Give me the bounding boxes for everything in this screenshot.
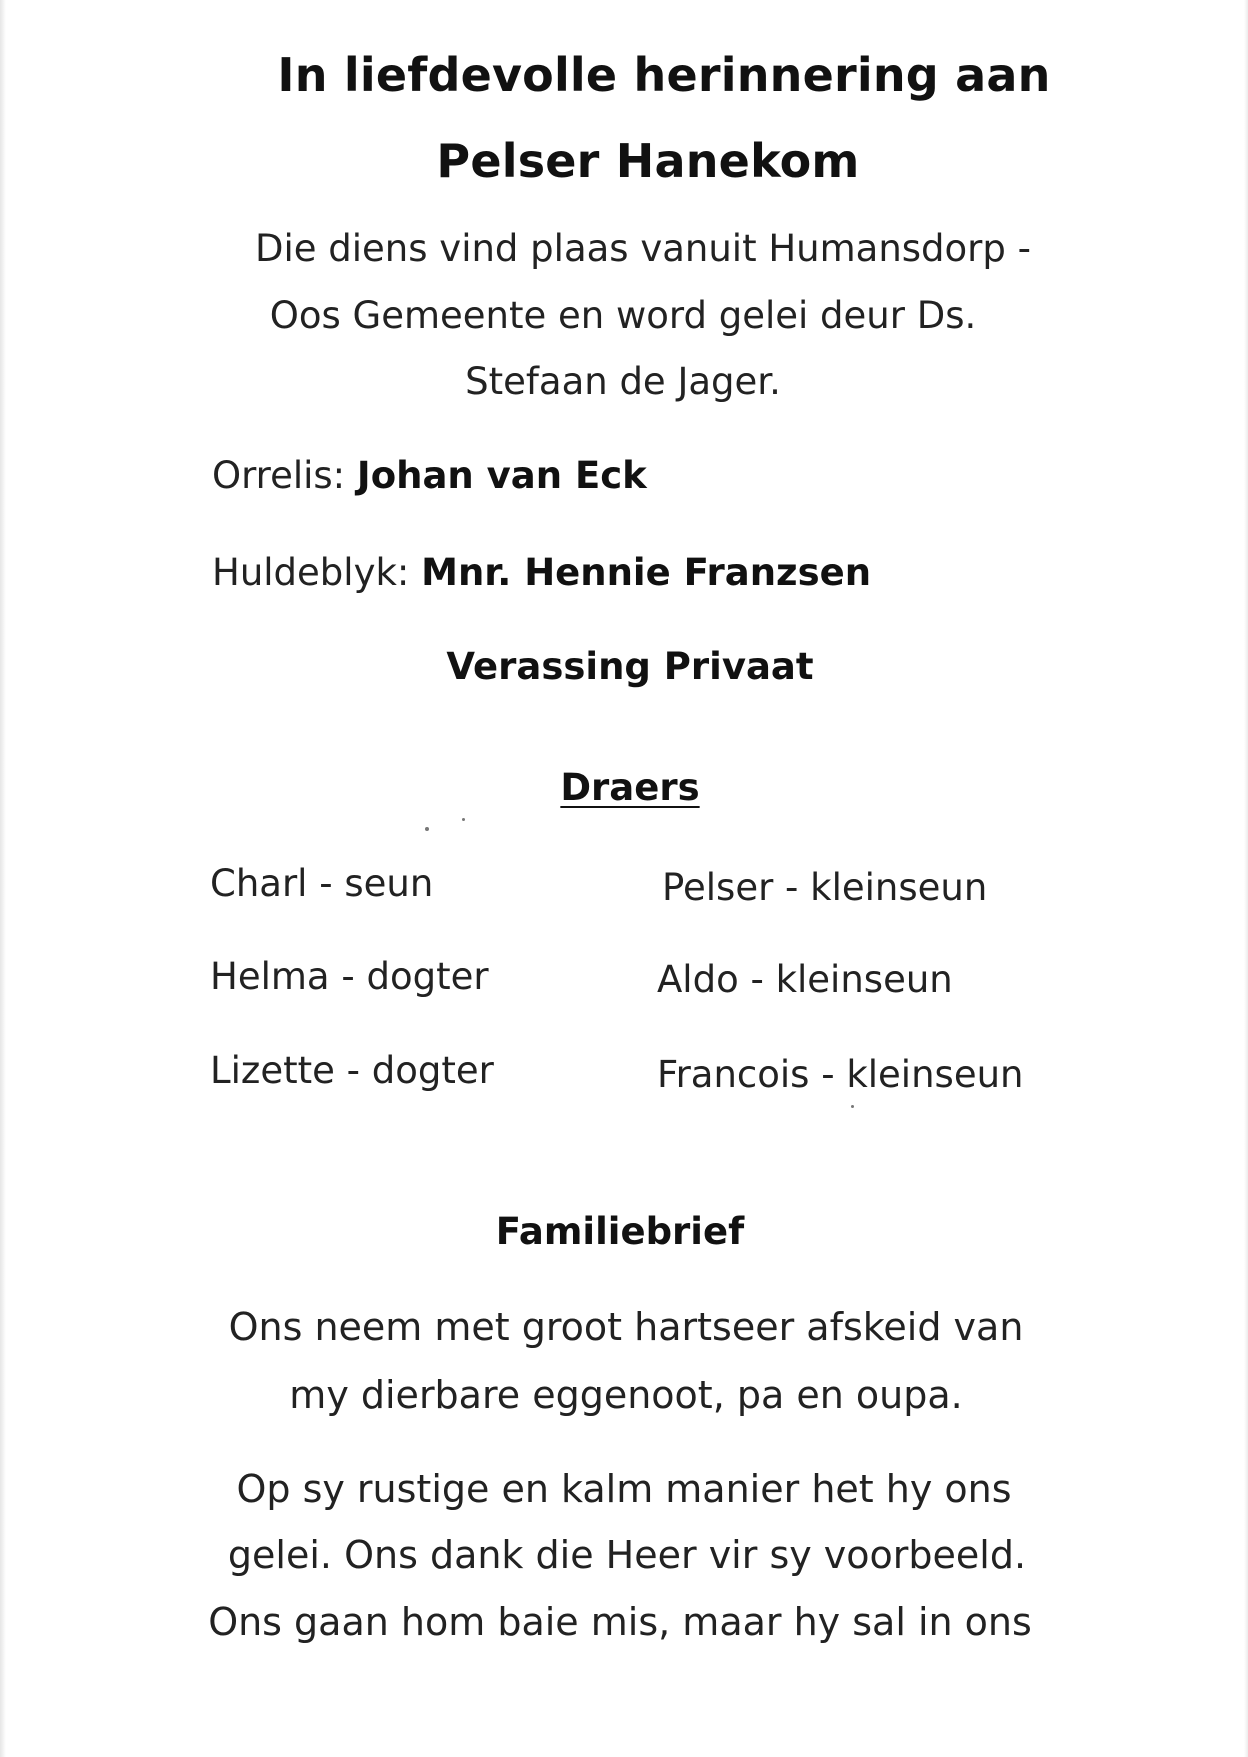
- cremation-heading: Verassing Privaat: [446, 645, 814, 688]
- tribute-name: Mnr. Hennie Franzsen: [421, 551, 872, 594]
- pallbearer-item: Lizette - dogter: [210, 1049, 494, 1092]
- family-letter-line: gelei. Ons dank die Heer vir sy voorbeeld.: [227, 1533, 1027, 1577]
- family-letter-line: my dierbare eggenoot, pa en oupa.: [289, 1373, 963, 1417]
- service-text-line-1: Die diens vind plaas vanuit Humansdorp -: [254, 227, 1031, 270]
- pallbearers-heading: [6, 766, 1248, 809]
- organist-name: Johan van Eck: [356, 454, 647, 497]
- pallbearers-heading-text: Draers: [560, 766, 700, 809]
- deceased-name: Pelser Hanekom: [436, 134, 860, 188]
- tribute-label: Huldeblyk:: [212, 551, 410, 594]
- pallbearer-item: Pelser - kleinseun: [662, 866, 988, 909]
- pallbearer-item: Charl - seun: [210, 862, 434, 905]
- tribute-line: [212, 551, 871, 594]
- family-letter-line: Ons neem met groot hartseer afskeid van: [228, 1305, 1024, 1349]
- pallbearer-item: Helma - dogter: [210, 955, 489, 998]
- scan-speck: [425, 827, 429, 831]
- scan-speck: [851, 1105, 854, 1108]
- family-letter-line: Ons gaan hom baie mis, maar hy sal in ons: [208, 1600, 1032, 1644]
- pallbearer-item: Francois - kleinseun: [657, 1053, 1024, 1096]
- pallbearer-item: Aldo - kleinseun: [657, 958, 953, 1001]
- service-text-line-2: Oos Gemeente en word gelei deur Ds.: [269, 294, 977, 337]
- organist-line: [212, 454, 647, 497]
- scan-speck: [462, 818, 465, 821]
- family-letter-heading: Familiebrief: [495, 1210, 745, 1253]
- title-line-1: In liefdevolle herinnering aan: [277, 48, 1051, 102]
- organist-label: Orrelis:: [212, 454, 346, 497]
- service-text-line-3: Stefaan de Jager.: [465, 360, 781, 403]
- family-letter-line: Op sy rustige en kalm manier het hy ons: [236, 1467, 1012, 1511]
